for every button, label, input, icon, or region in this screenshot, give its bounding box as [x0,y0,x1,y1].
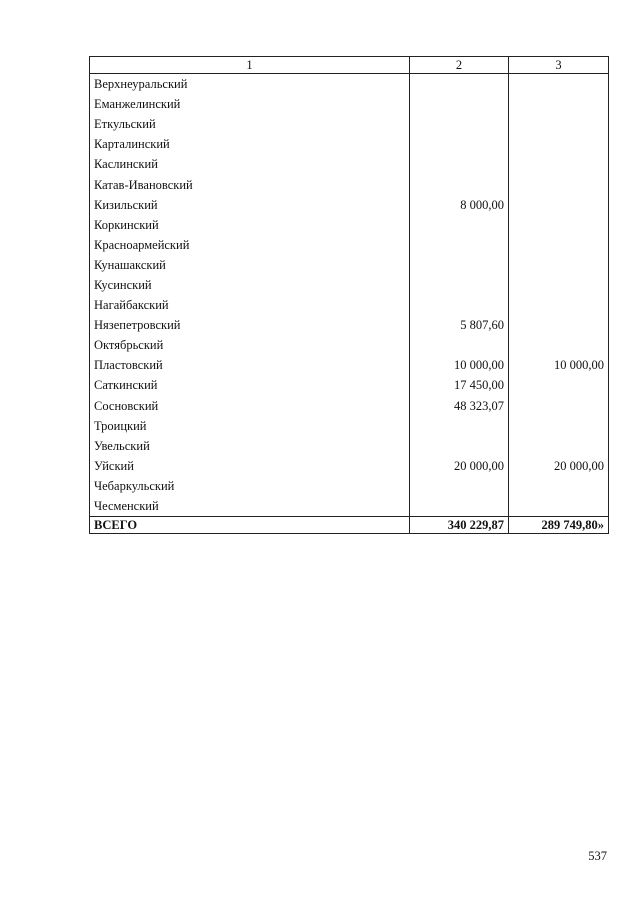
table-row [90,375,609,395]
header-row [90,57,609,74]
table-row [90,235,609,255]
value-col-2: 5 807,60 [410,315,509,335]
table-body [90,74,609,534]
table-row [90,335,609,355]
table-row [90,174,609,194]
value-col-3: 20 000,00 [509,456,609,476]
total-row [90,517,609,534]
table-row [90,74,609,95]
value-col-2 [410,235,509,255]
district-name: Нязепетровский [90,315,410,335]
header-col-3: 3 [509,57,609,74]
value-col-3 [509,335,609,355]
table-row [90,315,609,335]
page-number: 537 [588,849,607,863]
district-name: Октябрьский [90,335,410,355]
value-col-2 [410,174,509,194]
value-col-2 [410,154,509,174]
total-col-3: 289 749,80» [509,517,609,534]
header-col-1: 1 [90,57,410,74]
district-name: Чебаркульский [90,476,410,496]
table-row [90,114,609,134]
table-row [90,134,609,154]
district-name: Кизильский [90,195,410,215]
value-col-2 [410,74,509,95]
value-col-3 [509,476,609,496]
value-col-2: 10 000,00 [410,355,509,375]
district-name: Кунашакский [90,255,410,275]
value-col-2: 48 323,07 [410,396,509,416]
value-col-3 [509,134,609,154]
value-col-3 [509,315,609,335]
district-name: Увельский [90,436,410,456]
value-col-2 [410,275,509,295]
value-col-2 [410,436,509,456]
value-col-2 [410,416,509,436]
district-name: Каслинский [90,154,410,174]
table-row [90,94,609,114]
district-name: Уйский [90,456,410,476]
value-col-3 [509,195,609,215]
value-col-3 [509,154,609,174]
value-col-2: 17 450,00 [410,375,509,395]
value-col-3 [509,275,609,295]
value-col-3 [509,375,609,395]
table-row [90,215,609,235]
table-row [90,255,609,275]
table-row [90,396,609,416]
value-col-2 [410,496,509,517]
district-name: Сосновский [90,396,410,416]
value-col-3 [509,255,609,275]
value-col-3 [509,94,609,114]
district-name: Пластовский [90,355,410,375]
table-row [90,496,609,517]
district-name: Троицкий [90,416,410,436]
value-col-3 [509,114,609,134]
value-col-3 [509,215,609,235]
value-col-3 [509,396,609,416]
table-row [90,476,609,496]
table-row [90,355,609,375]
district-name: Коркинский [90,215,410,235]
value-col-3: 10 000,00 [509,355,609,375]
value-col-2: 8 000,00 [410,195,509,215]
value-col-3 [509,174,609,194]
table-row [90,275,609,295]
value-col-2 [410,134,509,154]
value-col-3 [509,436,609,456]
value-col-2 [410,476,509,496]
district-name: Красноармейский [90,235,410,255]
value-col-2 [410,335,509,355]
table-row [90,456,609,476]
table-row [90,154,609,174]
district-name: Верхнеуральский [90,74,410,95]
value-col-3 [509,235,609,255]
table-row [90,295,609,315]
value-col-2 [410,295,509,315]
district-name: Чесменский [90,496,410,517]
value-col-2 [410,94,509,114]
table-row [90,436,609,456]
district-name: Нагайбакский [90,295,410,315]
district-name: Карталинский [90,134,410,154]
value-col-2 [410,114,509,134]
total-col-2: 340 229,87 [410,517,509,534]
value-col-3 [509,496,609,517]
value-col-3 [509,416,609,436]
value-col-3 [509,295,609,315]
district-name: Катав-Ивановский [90,174,410,194]
value-col-2 [410,215,509,235]
header-col-2: 2 [410,57,509,74]
value-col-2: 20 000,00 [410,456,509,476]
value-col-2 [410,255,509,275]
value-col-3 [509,74,609,95]
district-name: Еткульский [90,114,410,134]
district-name: Саткинский [90,375,410,395]
table-row [90,195,609,215]
total-label: ВСЕГО [90,517,410,534]
table-header [90,57,609,74]
district-name: Кусинский [90,275,410,295]
districts-table [89,56,609,534]
district-name: Еманжелинский [90,94,410,114]
table-row [90,416,609,436]
